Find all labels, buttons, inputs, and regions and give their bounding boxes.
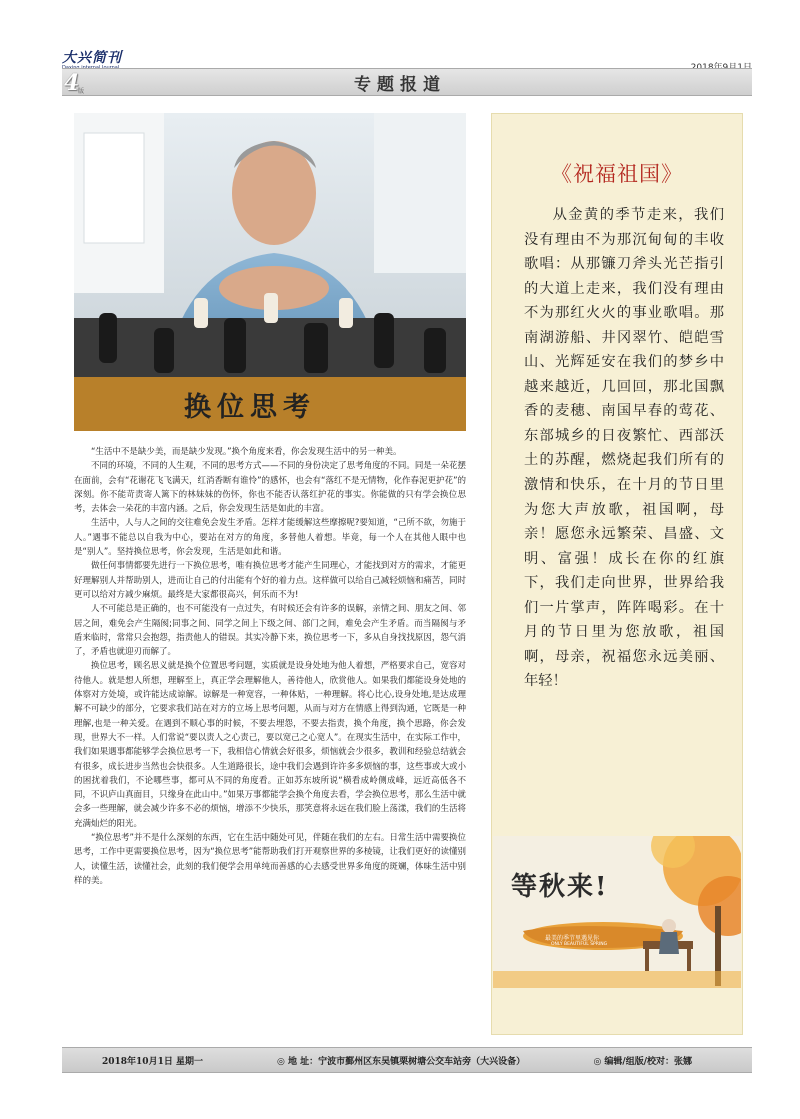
article-paragraph: 不同的环境，不同的人生观，不同的思考方式——不同的身份决定了思考角度的不同。同是一朵花摆在面前，会有“花谢花飞飞满天，红消香断有谁怜”的感怀，也会有“落红不是无情物，化作春泥更护花”的深刻。你不能苛责寄人篱下的林妹妹的伤怀，你也不能否认落红护花的事实。你能做的只有学会换位思考，去体会一朵花的丰富内涵。之后，你会发现生活是如此的丰富。: [74, 461, 466, 515]
autumn-headline: 等秋来!: [511, 872, 609, 902]
autumn-tagline: 最美的季节里遇见你: [545, 935, 600, 942]
article-paragraph: “换位思考”并不是什么深刻的东西，它在生活中随处可见，伴随在我们的左右。日常生活中需要换位思考，工作中更需要换位思考，因为“换位思考”能帮助我们打开观察世界的多棱镜，让我们更好的读懂别人，读懂生活，读懂社会，此刻的我们便学会用单纯而善感的心去感受世界多角度的斑斓，体味生活中别样的美。: [74, 833, 466, 886]
article-paragraph: 做任何事情都要先进行一下换位思考，唯有换位思考才能产生同理心，才能找到对方的需求，才能更好理解别人并帮助别人，进而让自己的付出能有个好的着力点。这样做可以给自己减轻烦恼和痛苦，同时更可以给对方减少麻烦。最终是大家都很高兴，何乐而不为!: [74, 561, 466, 600]
article-paragraph: “生活中不是缺少美，而是缺少发现。”换个角度来看，你会发现生活中的另一种美。: [91, 447, 402, 457]
autumn-tagline-en: ONLY BEAUTIFUL SPRING: [551, 942, 608, 947]
article-title-band: [74, 377, 466, 431]
page-number: 4: [64, 70, 80, 96]
article-paragraph: 人不可能总是正确的，也不可能没有一点过失，有时候还会有许多的误解，亲情之间、朋友之间、邻居之间，难免会产生隔阂;同事之间、同学之间上下级之间、部门之间，难免会产生矛盾。而当隔阂与矛盾来临时，常常只会抱怨，指责他人的错误。其实冷静下来，换位思考一下，多从自身找找原因，怨气消了，矛盾也就迎刃而解了。: [74, 604, 466, 658]
autumn-scene-graphic: [493, 836, 741, 988]
article-title: 换位思考: [184, 392, 316, 423]
poem-text: 从金黄的季节走来，我们没有理由不为那沉甸甸的丰收歌唱：从那镰刀斧头光芒指引的大道上走来，我们没有理由不为那红火火的事业歌唱。那南湖游船、井冈翠竹、皑皑雪山、光辉延安在我们的梦乡中越来越近，几回回，那北国飘香的麦穗、南国早春的莺花、东部城乡的日夜繁忙、西部沃土的苏醒，燃烧起我们所有的激情和快乐，在十月的节日里为您大声放歌，祖国啊，母亲！愿您永远繁荣、昌盛、文明、富强！成长在你的红旗下，我们走向世界，世界给我们一片掌声，阵阵喝彩。在十月的节日里为您放歌，祖国啊，母亲，祝福您永远美丽、年轻！: [524, 207, 724, 690]
footer-editor: ◎ 编辑/组版/校对：张娜: [593, 1057, 692, 1067]
masthead-name: 大兴简刊: [62, 50, 122, 66]
autumn-illustration: [493, 836, 741, 988]
article-paragraph: 换位思考，顾名思义就是换个位置思考问题，实质就是设身处地为他人着想，严格要求自己，宽容对待他人。就是想人所想，理解至上，真正学会理解他人，善待他人，欣赏他人。如果我们都能设身处地的体察对方处境，或许能达成谅解。谅解是一种宽容，一种体贴，一种理解。将心比心,设身处地,是达成理解不可缺少的部分，它要求我们站在对方的立场上思考问题，从而与对方在情感上得到沟通，它既是一种理解,也是一种关爱。在遇到不顺心事的时候，不要去埋怨，不要去指责，换个角度，换个思路，你会发现，世界大不一样。人们常说“要以责人之心责己，要以宽己之心宽人”。在现实生活中，在实际工作中，我们如果遇事都能够学会换位思考一下，我相信心情就会好很多，烦恼就会少很多，教训和经验总结就会有很多，成长进步当然也会快很多。人生道路很长，途中我们会遇到许许多多烦恼的事，这些事或大或小的困扰着我们，不论哪些事，都可从不同的角度看。正如苏东坡所说“横看成岭侧成峰，远近高低各不同，不识庐山真面目，只缘身在此山中。”如果万事都能学会换个角度去看，学会换位思考，那么生活中就会多一些理解，就会减少许多不必的烦恼，增添不少快乐，那笑意将永远在我们脸上荡漾，我们的生活将充满灿烂的阳光。: [74, 661, 466, 829]
poem-title: 《祝福祖国》: [551, 162, 683, 186]
page-unit: 版: [78, 88, 85, 95]
article-photo: [74, 113, 466, 377]
footer-date: 2018年10月1日 星期一: [102, 1057, 203, 1067]
chess-player-illustration: [74, 113, 466, 377]
poem-body: [524, 203, 724, 694]
footer-bar: [62, 1047, 752, 1073]
article-paragraph: 生活中，人与人之间的交往难免会发生矛盾。怎样才能缓解这些摩擦呢?要知道，“己所不欲，勿施于人。”遇事不能总以自我为中心，要站在对方的角度，多替他人着想。毕竟，每一个人在其他人眼中也是“别人”。坚持换位思考，你会发现，生活是如此和谐。: [74, 518, 466, 558]
article-body: [74, 445, 466, 888]
footer-address: ◎ 地 址：宁波市鄞州区东吴镇栗树塘公交车站旁（大兴设备）: [277, 1057, 526, 1067]
section-title: 专题报道: [354, 75, 446, 95]
